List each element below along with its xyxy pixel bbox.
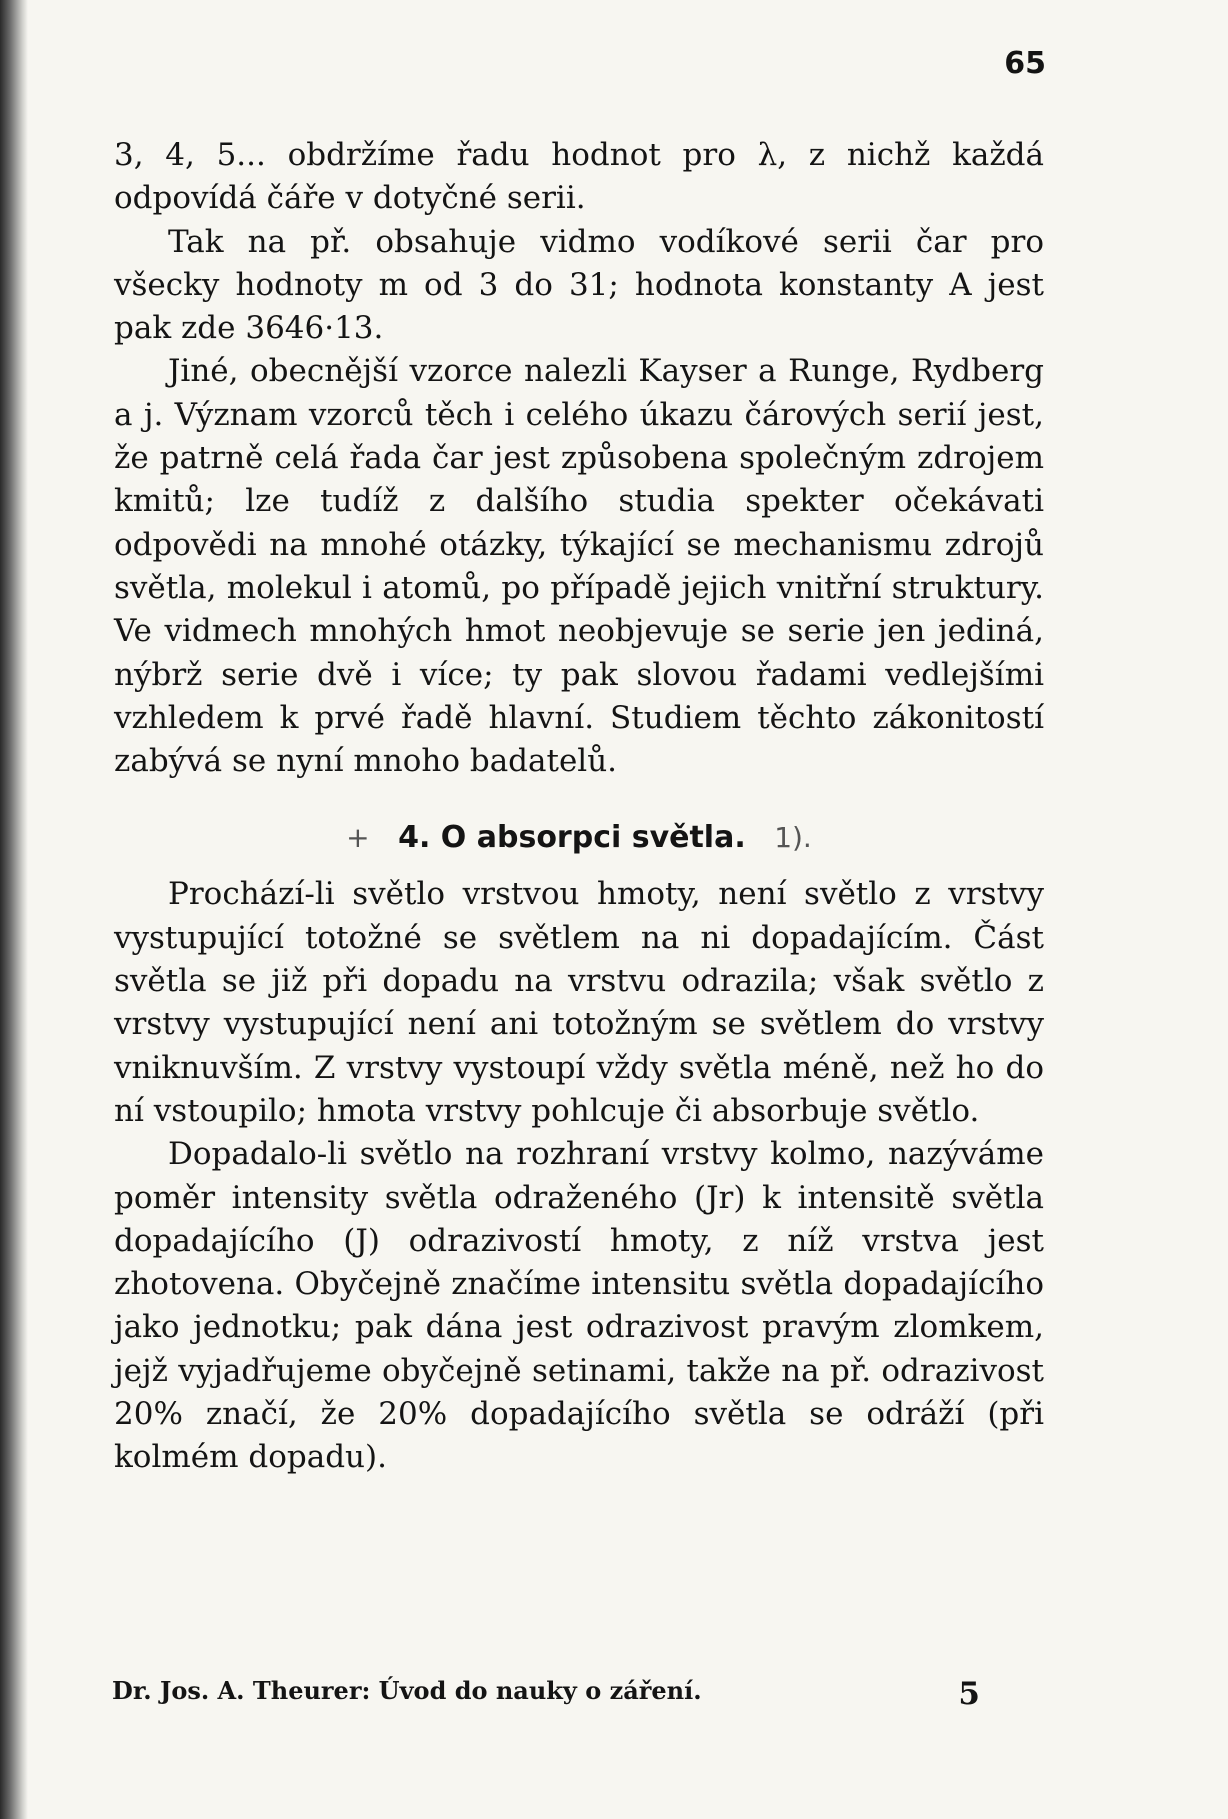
page-binding-shadow [0,0,28,1819]
footer-citation: Dr. Jos. A. Theurer: Úvod do nauky o záření. [112,1676,702,1705]
section-heading [114,820,1044,855]
signature-mark: 5 [958,1676,980,1712]
paragraph-5: Dopadalo-li světlo na rozhraní vrstvy kolmo, nazýváme poměr intensity světla odraženého (Jr) k intensitě světla dopadajícího (J) odrazivostí hmoty, z níž vrstva jest zhotovena. Obyčejně značíme intensitu světla dopadajícího jako jednotku; pak dána jest odrazivost pravým zlomkem, jejž vyjadřujeme obyčejně setinami, takže na př. odrazivost 20% značí, že 20% dopadajícího světla se odráží (při kolmém dopadu). [114,1136,1044,1476]
paragraph-2: Tak na př. obsahuje vidmo vodíkové serii čar pro všecky hodnoty m od 3 do 31; hodnota konstanty A jest pak zde 3646·13. [114,223,1044,347]
section-title: 4. O absorpci světla. [398,820,746,856]
paragraph-3: Jiné, obecnější vzorce nalezli Kayser a Runge, Rydberg a j. Význam vzorců těch i celého úkazu čárových serií jest, že patrně celá řada čar jest způsobena společným zdrojem kmitů; lze tudíž z dalšího studia spekter očekávati odpovědi na mnohé otázky, týkající se mechanismu zdrojů světla, molekul i atomů, po případě jejich vnitřní struktury. Ve vidmech mnohých hmot neobjevuje se serie jen jediná, nýbrž serie dvě i více; ty pak slovou řadami vedlejšími vzhledem k prvé řadě hlavní. Studiem těchto zákonitostí zabývá se nyní mnoho badatelů. [114,353,1044,780]
page-body [114,134,1044,1480]
page-number: 65 [1004,46,1046,81]
page-footer [112,1676,980,1712]
footnote-mark: 1). [774,821,812,855]
paragraph-4: Prochází-li světlo vrstvou hmoty, není světlo z vrstvy vystupující totožné se světlem na ni dopadajícím. Část světla se již při dopadu na vrstvu odrazila; však světlo z vrstvy vystupující není ani totožným se světlem do vrstvy vniknuvším. Z vrstvy vystoupí vždy světla méně, než ho do ní vstoupilo; hmota vrstvy pohlcuje či absorbuje světlo. [114,876,1044,1129]
margin-mark: + [346,821,370,855]
paragraph-1: 3, 4, 5... obdržíme řadu hodnot pro λ, z nichž každá odpovídá čáře v dotyčné serii. [114,137,1044,217]
